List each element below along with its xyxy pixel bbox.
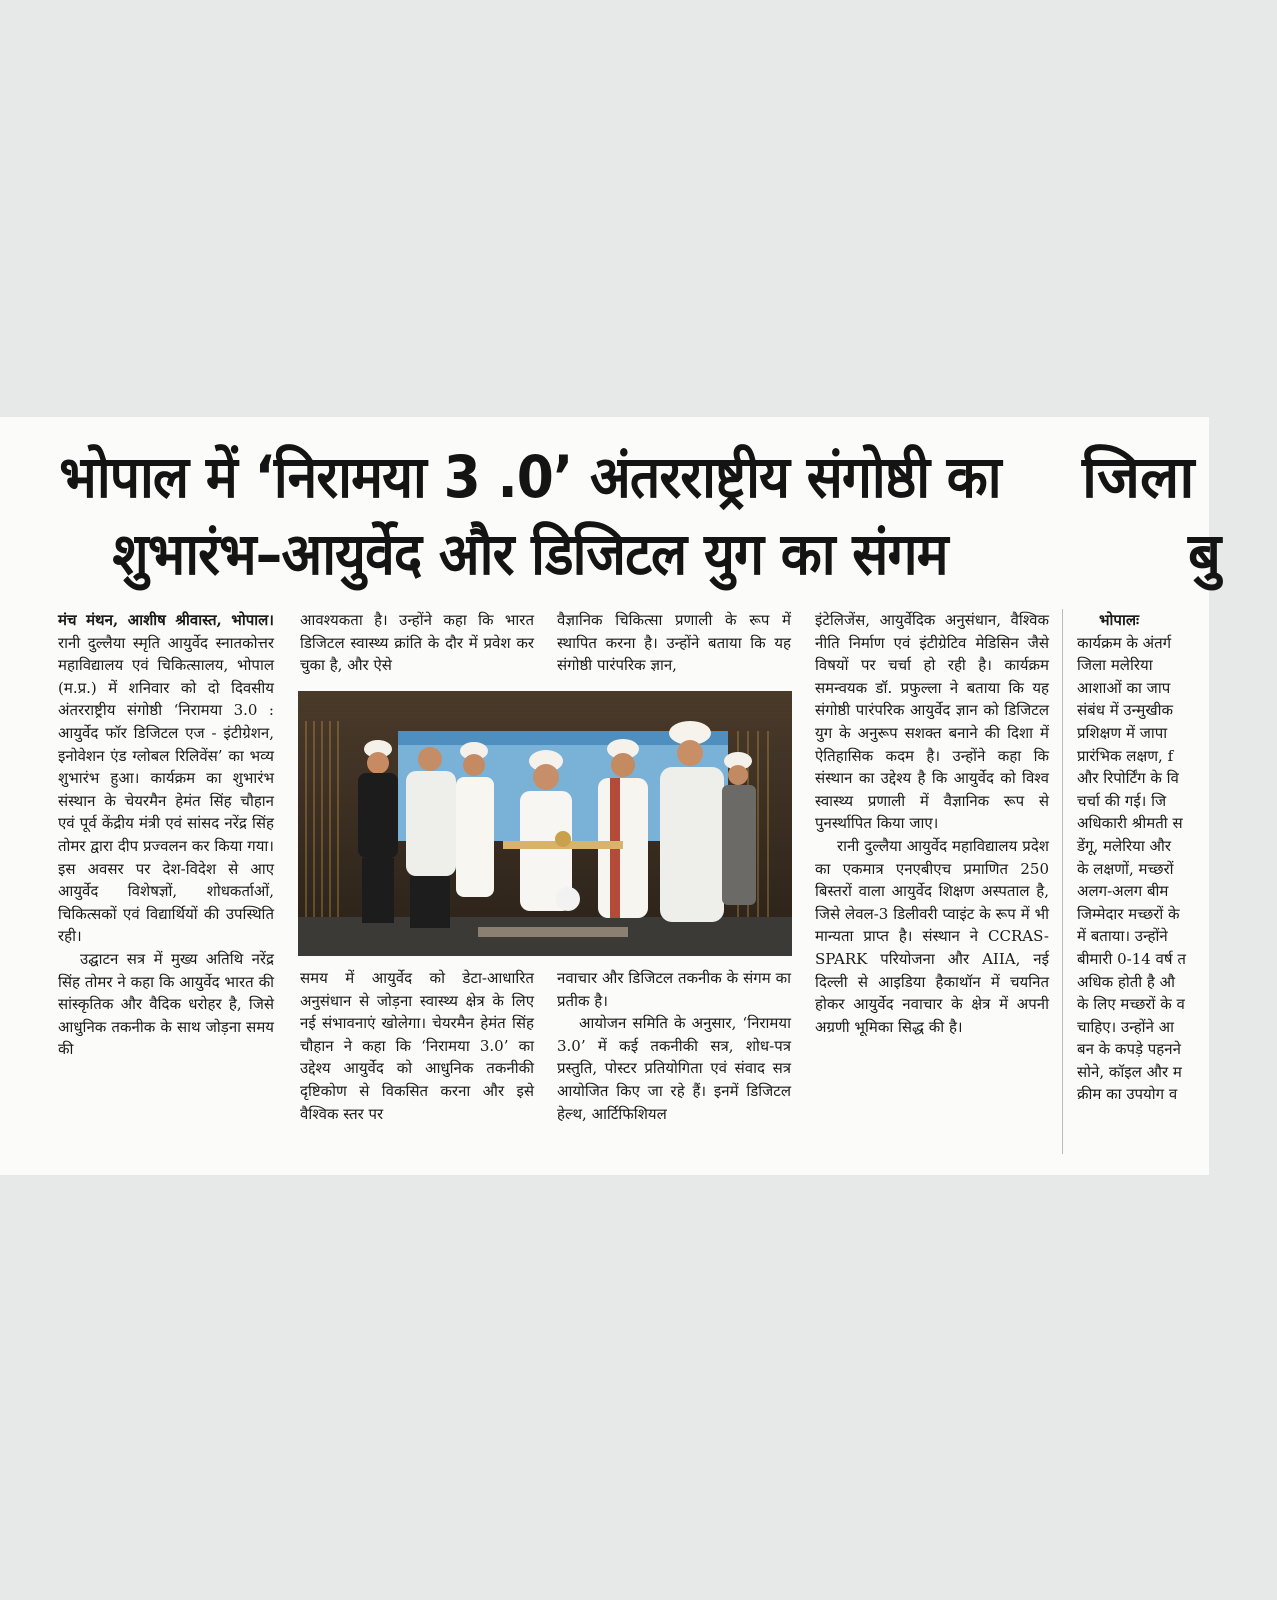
paragraph: इंटेलिजेंस, आयुर्वेदिक अनुसंधान, वैश्विक नीति निर्माण एवं इंटीग्रेटिव मेडिसिन जैसे विषयों पर चर्चा हो रही है। कार्यक्रम समन्वयक डॉ. प्रफुल्ला ने बताया कि यह संगोष्ठी पारंपरिक आयुर्वेद ज्ञान को डिजिटल युग के अनुरूप सशक्त बनाने की दिशा में ऐतिहासिक कदम है। उन्होंने कहा कि संस्थान का उद्देश्य है कि आयुर्वेद को विश्व स्वास्थ्य प्रणाली में वैज्ञानिक रूप से पुनर्स्थापित किया जाए। (815, 611, 1049, 833)
side-article-line: जिम्मेदार मच्छरों के (1077, 904, 1180, 923)
article-column-2-bottom (300, 967, 534, 1157)
side-article-line: बीमारी 0-14 वर्ष त (1077, 949, 1186, 968)
side-article-line: के लक्षणों, मच्छरों (1077, 859, 1174, 878)
side-article-line: के लिए मच्छरों के व (1077, 995, 1185, 1014)
paragraph: वैज्ञानिक चिकित्सा प्रणाली के रूप में स्थापित करना है। उन्होंने बताया कि यह संगोष्ठी पारंपरिक ज्ञान, (557, 611, 791, 675)
headline-line-2: शुभारंभ–आयुर्वेद और डिजिटल युग का संगम (112, 520, 948, 588)
side-article-line: डेंगू, मलेरिया और (1077, 836, 1171, 855)
paragraph: रानी दुल्लैया आयुर्वेद महाविद्यालय प्रदेश का एकमात्र एनएबीएच प्रमाणित 250 बिस्तरों वाला आयुर्वेद शिक्षण अस्पताल है, जिसे लेवल-3 डिलीवरी प्वाइंट के रूप में भी मान्यता प्राप्त है। संस्थान ने CCRAS-SPARK परियोजना और AIIA, नई दिल्ली से आइडिया हैकाथॉन में चयनित होकर आयुर्वेद नवाचार के क्षेत्र में अपनी अग्रणी भूमिका सिद्ध की है। (815, 836, 1049, 1036)
byline: मंच मंथन, आशीष श्रीवास्त, भोपाल। (58, 611, 274, 629)
paragraph: समय में आयुर्वेद को डेटा-आधारित अनुसंधान से जोड़ना स्वास्थ्य क्षेत्र के लिए नई संभावनाएं खोलेगा। चेयरमैन हेमंत सिंह चौहान ने कहा कि ‘निरामया 3.0’ का उद्देश्य आयुर्वेद को आधुनिक तकनीकी दृष्टिकोण से विकसित करना और इसे वैश्विक स्तर पर (300, 969, 534, 1123)
side-article-line: कार्यक्रम के अंतर्ग (1077, 633, 1172, 652)
side-article-lines (1077, 632, 1277, 1106)
side-article-line: चर्चा की गई। जि (1077, 791, 1167, 810)
column-divider (1062, 609, 1063, 1154)
side-article-line: क्रीम का उपयोग व (1077, 1085, 1178, 1104)
side-article-line: जिला मलेरिया (1077, 656, 1153, 675)
side-article-column (1077, 609, 1277, 1154)
side-article-line: में बताया। उन्होंने (1077, 927, 1168, 946)
side-article-line: और रिपोर्टिंग के वि (1077, 769, 1179, 788)
side-article-line: अधिक होती है औ (1077, 972, 1175, 991)
article-column-3-bottom (557, 967, 791, 1157)
headline-line-1: भोपाल में ‘निरामया 3 .0’ अंतरराष्ट्रीय संगोष्ठी का (59, 443, 1001, 511)
newspaper-clipping (0, 417, 1222, 1175)
side-article-line: संबंध में उन्मुखीक (1077, 701, 1174, 720)
side-headline-line-1: जिला (1082, 443, 1195, 511)
side-article-line: प्रारंभिक लक्षण, f (1077, 746, 1174, 765)
article-column-1 (58, 609, 274, 1154)
side-article-line: अलग-अलग बीम (1077, 882, 1169, 901)
side-article-line: प्रशिक्षण में जापा (1077, 723, 1168, 742)
side-article-line: अधिकारी श्रीमती स (1077, 814, 1183, 833)
paragraph: नवाचार और डिजिटल तकनीक के संगम का प्रतीक है। (557, 969, 791, 1010)
side-byline: भोपालः (1099, 611, 1140, 629)
side-article-line: चाहिए। उन्होंने आ (1077, 1017, 1174, 1036)
paragraph: आवश्यकता है। उन्होंने कहा कि भारत डिजिटल स्वास्थ्य क्रांति के दौर में प्रवेश कर चुका है, और ऐसे (300, 611, 534, 675)
article-column-2-top (300, 609, 534, 681)
article-column-4 (815, 609, 1049, 1154)
side-article-line: बन के कपड़े पहनने (1077, 1040, 1181, 1059)
event-photo (298, 691, 792, 956)
article-column-3-top (557, 609, 791, 681)
paragraph: आयोजन समिति के अनुसार, ‘निरामया 3.0’ में कई तकनीकी सत्र, शोध-पत्र प्रस्तुति, पोस्टर प्रतियोगिता एवं संवाद सत्र आयोजित किए जा रहे हैं। इनमें डिजिटल हेल्थ, आर्टिफिशियल (557, 1014, 791, 1123)
paragraph: रानी दुल्लैया स्मृति आयुर्वेद स्नातकोत्तर महाविद्यालय एवं चिकित्सालय, भोपाल (म.प्र.) में शनिवार को दो दिवसीय अंतरराष्ट्रीय संगोष्ठी ‘निरामया 3.0 : आयुर्वेद फॉर डिजिटल एज - इंटीग्रेशन, इनोवेशन एंड ग्लोबल रिलिवेंस’ का भव्य शुभारंभ हुआ। कार्यक्रम का शुभारंभ संस्थान के चेयरमैन हेमंत सिंह चौहान एवं पूर्व केंद्रीय मंत्री एवं सांसद नरेंद्र सिंह तोमर द्वारा दीप प्रज्वलन कर किया गया। इस अवसर पर देश-विदेश से आए आयुर्वेद विशेषज्ञों, शोधकर्ताओं, चिकित्सकों एवं विद्यार्थियों की उपस्थिति रही। (58, 633, 274, 946)
side-article-line: सोने, कॉइल और म (1077, 1062, 1182, 1081)
side-article-line: आशाओं का जाप (1077, 678, 1171, 697)
paragraph: उद्घाटन सत्र में मुख्य अतिथि नरेंद्र सिंह तोमर ने कहा कि आयुर्वेद भारत की सांस्कृतिक और वैदिक धरोहर है, जिसे आधुनिक तकनीक के साथ जोड़ना समय की (58, 949, 274, 1059)
side-headline-line-2: बु (1188, 520, 1222, 588)
